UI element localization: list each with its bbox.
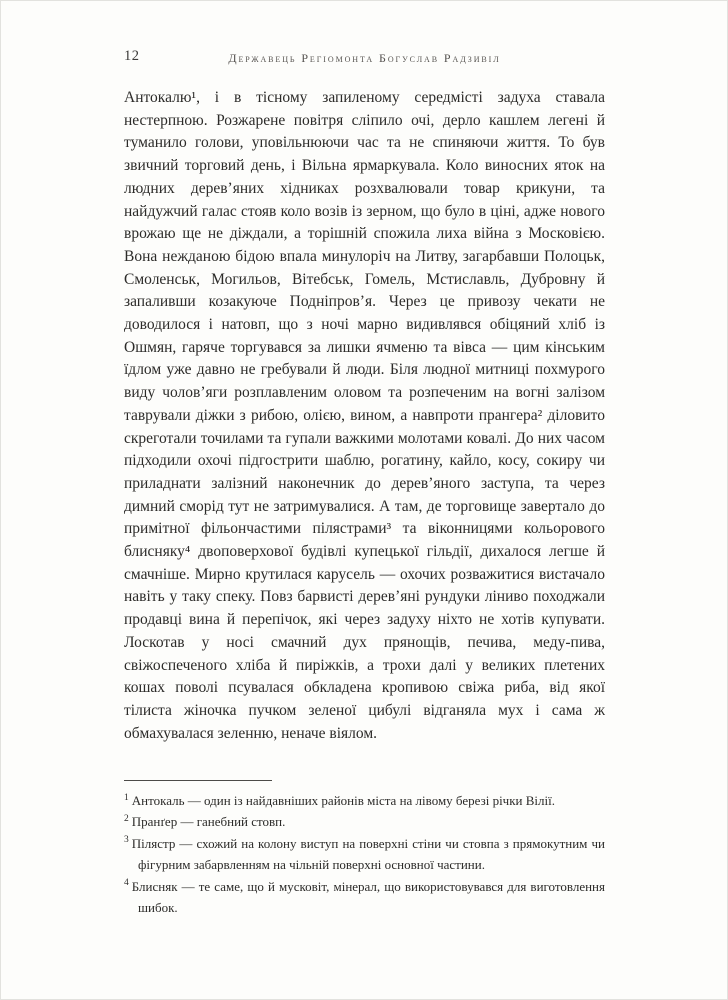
footnote-2 [124,811,605,832]
footnote-3-text: Пілястр — схожий на колону виступ на поверхні стіни чи стовпа з прямокутним чи фігурним забарвленням на чільній поверхні основної частини. [131,835,605,873]
footnote-1 [124,790,605,811]
footnotes-section [124,780,605,918]
footnote-1-text: Антокаль — один із найдавніших районів міста на лівому березі річки Вілії. [131,793,555,808]
footnote-separator-rule [124,780,272,781]
body-text [124,87,605,745]
footnote-1-marker: 1 [124,792,129,803]
footnote-3-marker: 3 [124,835,129,846]
footnote-2-text: Пранґер — ганебний стовп. [131,814,286,830]
footnote-3 [124,833,605,876]
running-header-title: Державець Регіомонта Богуслав Радзивіл [228,51,501,65]
footnote-2-marker: 2 [124,814,129,825]
footnote-4 [124,876,605,919]
page-header [124,49,605,67]
main-paragraph: Антокалю¹, і в тісному запиленому середмісті задуха ставала нестерпною. Розжарене повітря сліпило очі, дерло кашлем легені й туманило голови, уповільнюючи час та не спиняючи життя. То був звичний торговий день, і Вільна ярмаркувала. Коло виносних яток на людних дерев’яних хідниках розхвалювали товар крикуни, та найдужчий галас стояв коло возів із зерном, що було в ціні, адже нового врожаю ще не діждали, а торішній спожила лиха війна з Московією. Вона нежданою бідою впала минулоріч на Литву, загарбавши Полоцьк, Смоленськ, Могильов, Вітебськ, Гомель, Мстиславль, Дубровну й запаливши козакуюче Подніпров’я. Через це привозу чекати не доводилося і натовп, що з ночі марно видивлявся обіцяний хліб із Ошмян, гаряче торгувався за лишки ячменю та вівса — цим кінським їдлом уже давно не гребували й люди. Біля людної митниці похмурого виду чолов’яги розплавленим оловом та розпеченим на вогні залізом таврували діжки з рибою, олією, вином, а навпроти прангера² діловито скреготали точилами та гупали важкими молотами ковалі. До них часом підходили охочі підгострити шаблю, рогатину, кайло, косу, сокиру чи приладнати залізний наконечник до дерев’яного заступа, та через димний сморід тут не затримувалися. А там, де торговище завертало до примітної фільончастими пілястрами³ та віконницями кольорового блисняку⁴ двоповерхової будівлі купецької гільдії, дихалося легше й смачніше. Мирно крутилася карусель — охочих розважитися вистачало навіть у таку спеку. Повз барвисті дерев’яні рундуки ліниво походжали продавці вина й перепічок, які через задуху ніхто не хотів купувати. Лоскотав у носі смачний дух прянощів, печива, меду-пива, свіжоспеченого хліба й пиріжків, а трохи далі у великих плетених кошах поволі псувалася обкладена кропивою свіжа риба, від якої тілиста жіночка пучком зеленої цибулі відганяла мух і сама ж обмахувалася зеленню, неначе віялом. [124,89,605,742]
footnote-4-marker: 4 [124,878,129,889]
page-number: 12 [124,48,140,64]
footnote-4-text: Блисняк — те саме, що й мусковіт, мінерал, що використовувався для виготовлення шибок. [131,878,605,916]
